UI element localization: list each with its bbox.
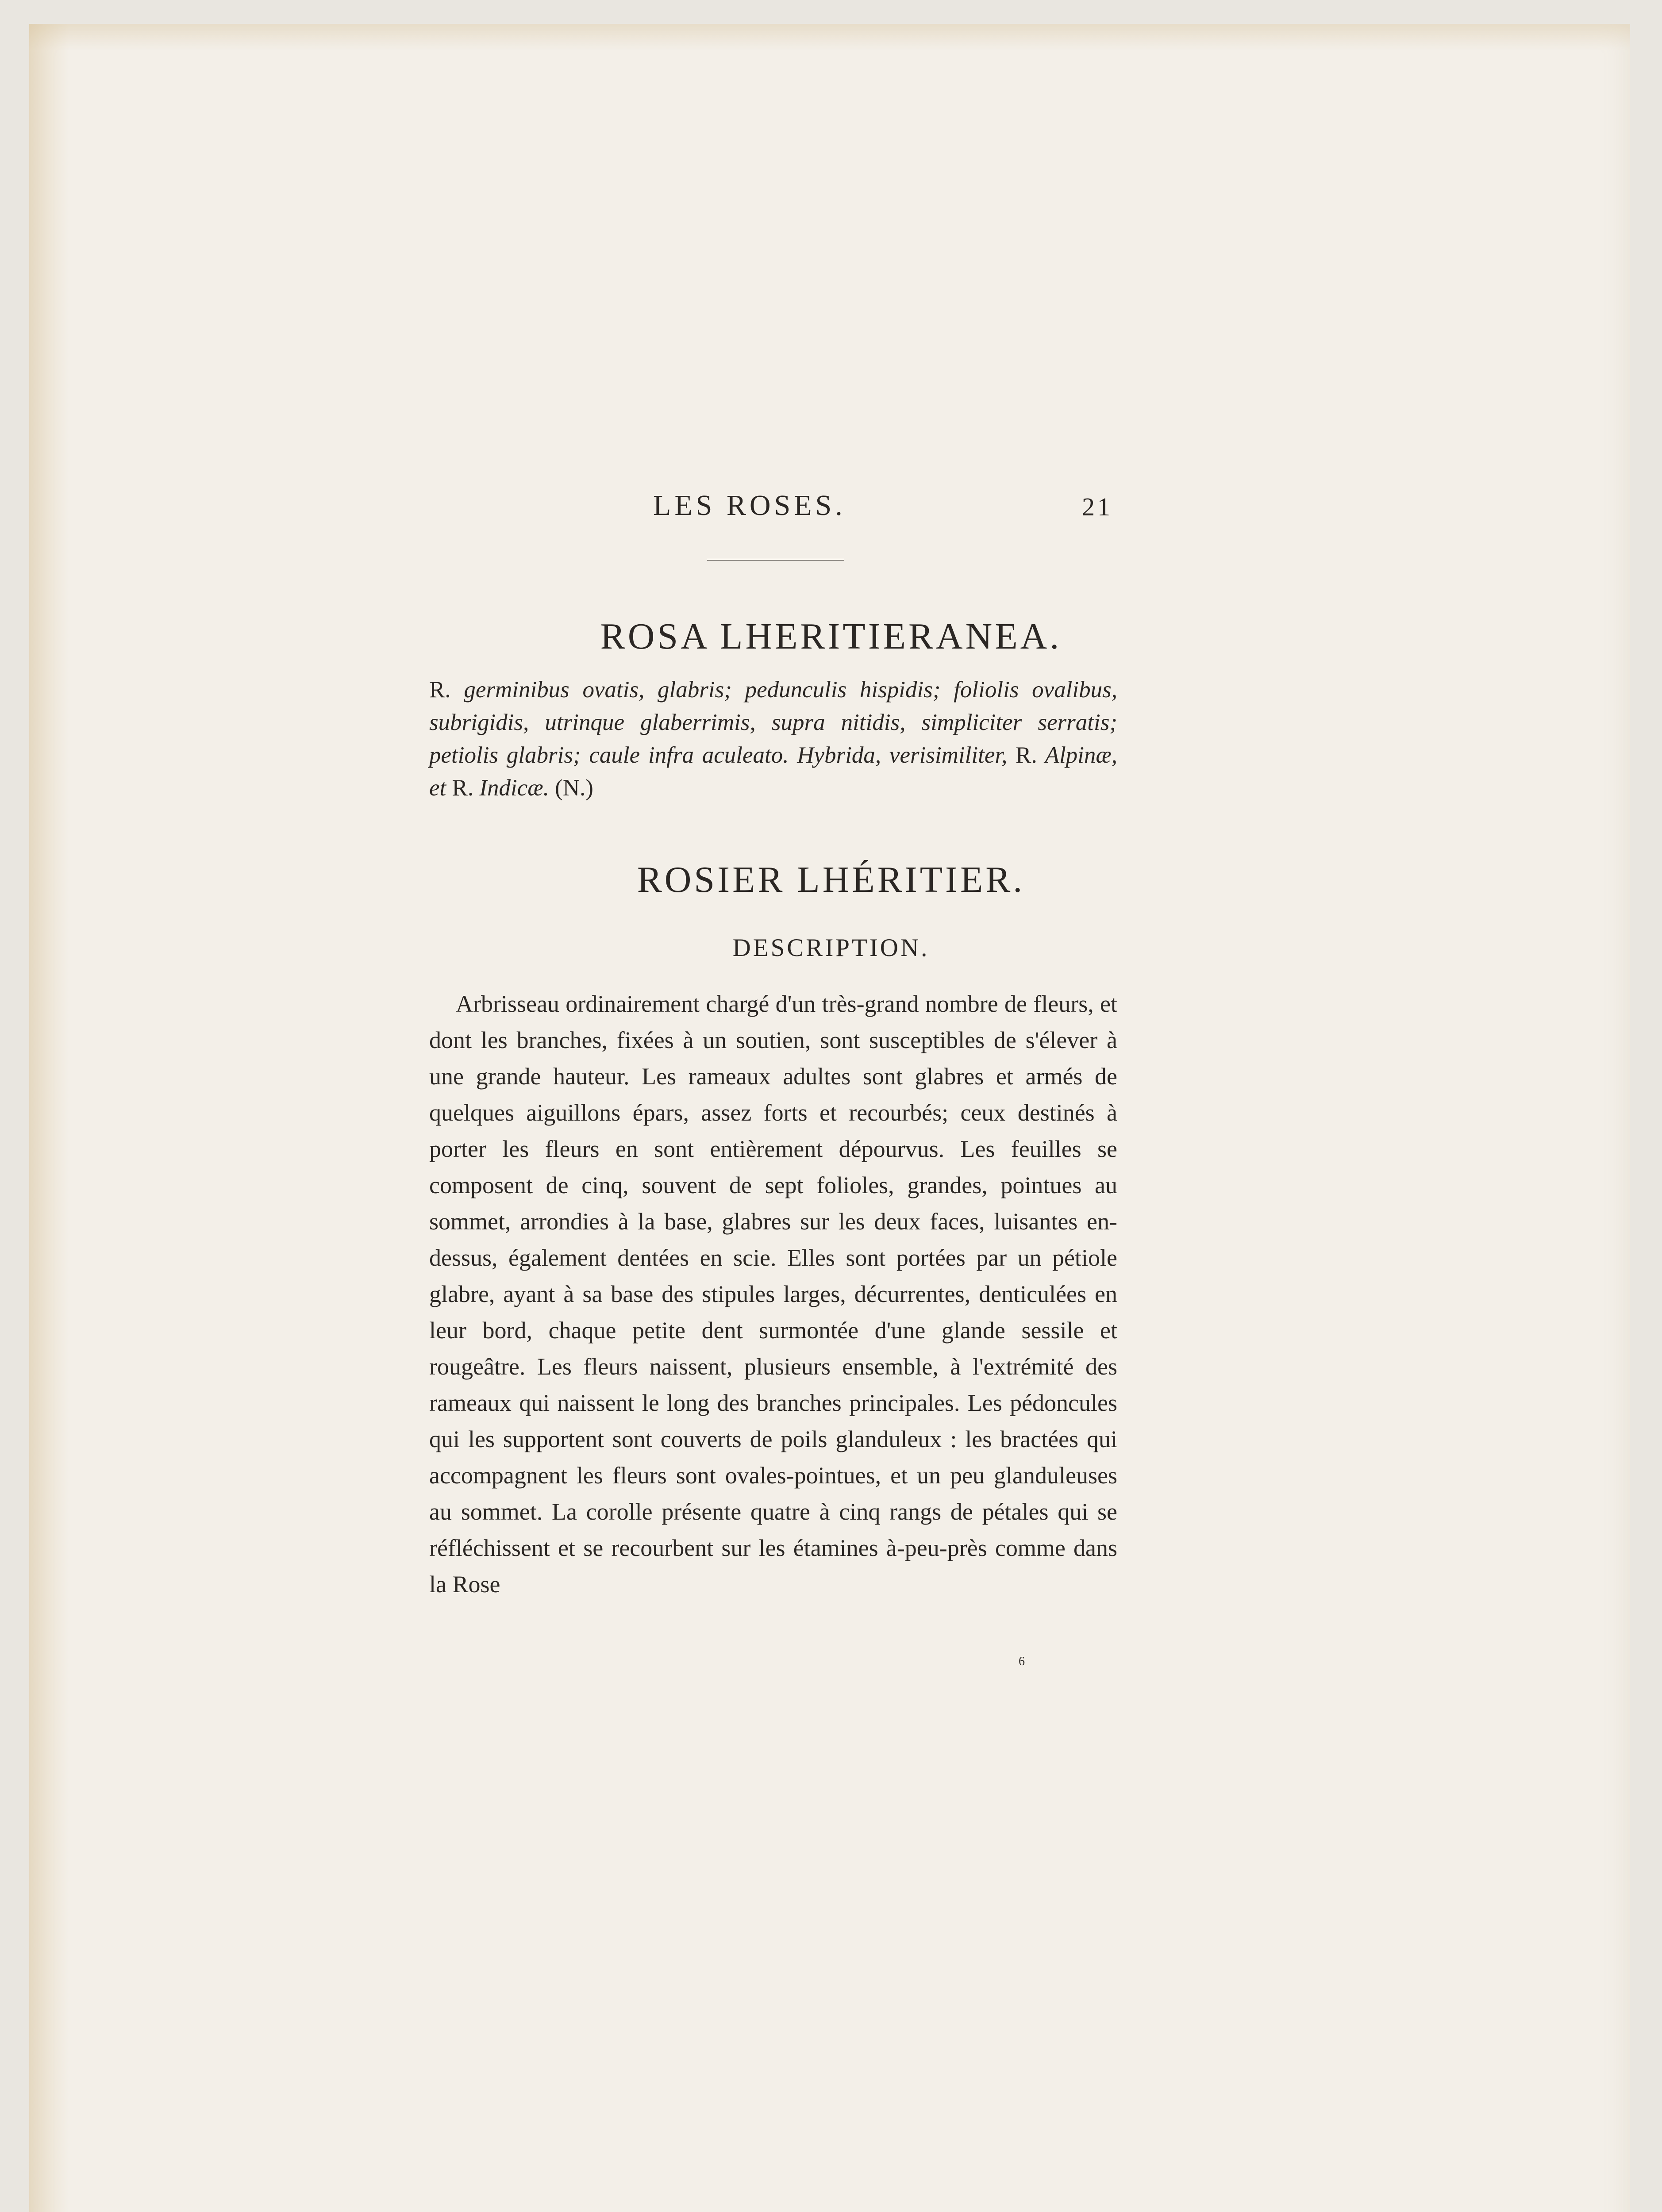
diagnosis-initial: R.: [429, 677, 451, 703]
foxing-stain: [29, 24, 69, 2212]
title-rule: [707, 559, 844, 561]
page-number: 21: [1082, 492, 1113, 521]
latin-diagnosis: [429, 673, 1117, 804]
diagnosis-r1: R.: [1016, 742, 1037, 768]
diagnosis-et: et: [429, 775, 446, 801]
diagnosis-r2: R.: [452, 775, 474, 801]
diagnosis-indicae: Indicæ.: [479, 775, 549, 801]
running-title: LES ROSES.: [653, 489, 846, 522]
edge-discoloration: [29, 24, 1630, 50]
latin-title: ROSA LHERITIERANEA.: [600, 616, 1062, 657]
diagnosis-author: (N.): [555, 775, 593, 801]
diagnosis-text: germinibus ovatis, glabris; pedunculis hispidis; foliolis ovalibus, subrigidis, utrinque glaberrimis, supra nitidis, simpliciter serratis; petiolis glabris; caule infra aculeato. Hybrida, verisimiliter,: [429, 677, 1118, 768]
section-title: DESCRIPTION.: [732, 934, 930, 962]
description-paragraph: Arbrisseau ordinairement chargé d'un très-grand nombre de fleurs, et dont les branches, fixées à un soutien, sont susceptibles de s'élever à une grande hauteur. Les rameaux adultes sont glabres et armés de quelques aiguillons épars, assez forts et recourbés; ceux destinés à porter les fleurs en sont entièrement dépourvus. Les feuilles se composent de cinq, souvent de sept folioles, grandes, pointues au sommet, arrondies à la base, glabres sur les deux faces, luisantes en-dessus, également dentées en scie. Elles sont portées par un pétiole glabre, ayant à sa base des stipules larges, décurrentes, denticulées en leur bord, chaque petite dent surmontée d'une glande sessile et rougeâtre. Les fleurs naissent, plusieurs ensemble, à l'extrémité des rameaux qui naissent le long des branches principales. Les pédoncules qui les supportent sont couverts de poils glanduleux : les bractées qui accompagnent les fleurs sont ovales-pointues, et un peu glanduleuses au sommet. La corolle présente quatre à cinq rangs de pétales qui se réfléchissent et se recourbent sur les étamines à-peu-près comme dans la Rose: [429, 991, 1117, 1598]
signature-mark: 6: [1019, 1655, 1025, 1668]
diagnosis-alpinae: Alpinæ,: [1045, 742, 1118, 768]
french-title: ROSIER LHÉRITIER.: [637, 859, 1025, 900]
